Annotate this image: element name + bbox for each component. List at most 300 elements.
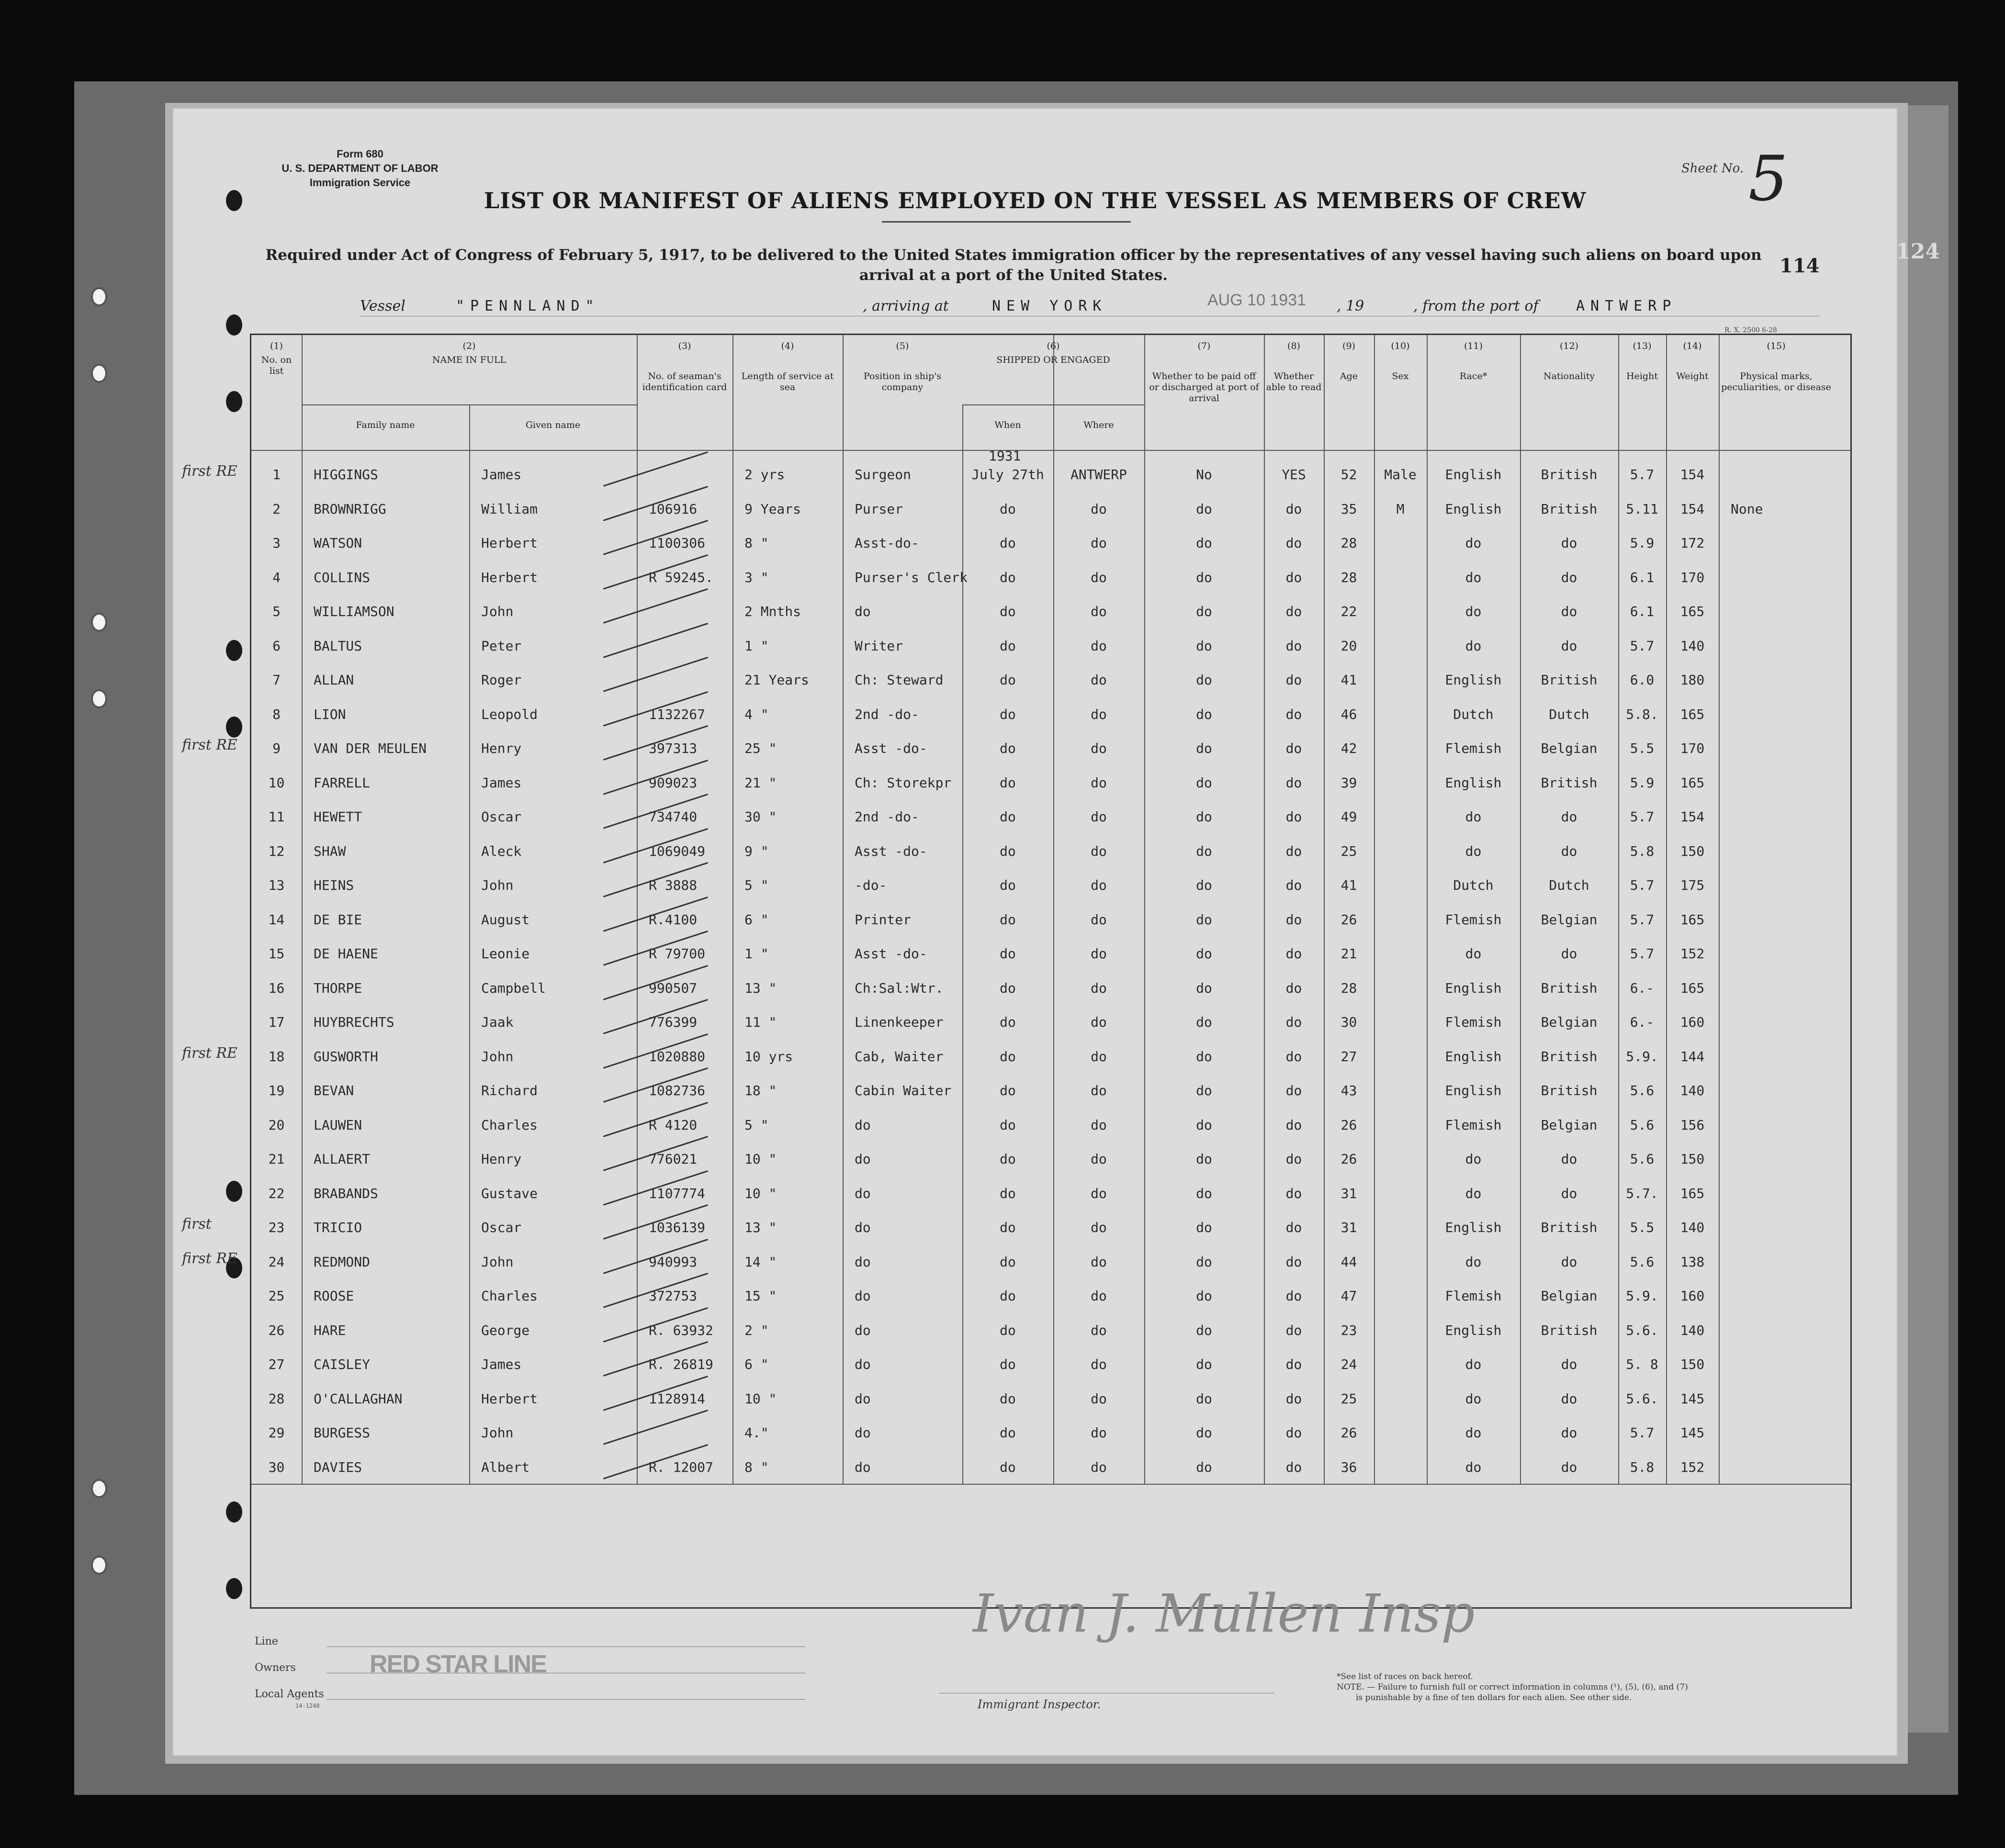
cell-service: 8 " [744, 1459, 769, 1475]
cell-height: 5.7 [1630, 877, 1655, 893]
cell-nationality: British [1541, 1083, 1598, 1098]
cell-weight: 180 [1680, 672, 1705, 688]
cell-height: 5.7 [1630, 809, 1655, 825]
cell-age: 24 [1340, 1356, 1357, 1372]
cell-height: 6.1 [1630, 604, 1655, 619]
cell-no: 16 [268, 980, 285, 996]
cell-no: 9 [272, 740, 281, 756]
cell-when: do [1000, 877, 1016, 893]
agents-label: Local Agents [255, 1688, 324, 1700]
cell-race: do [1465, 1185, 1482, 1201]
cell-family: HEINS [314, 877, 354, 893]
cell-card: 1020880 [649, 1048, 706, 1064]
table-row [251, 1322, 1850, 1357]
cell-weight: 165 [1680, 604, 1705, 619]
cell-where: do [1091, 1014, 1107, 1030]
cell-when: do [1000, 1254, 1016, 1270]
cell-position: 2nd -do- [855, 809, 919, 825]
column-number: (8) [1287, 341, 1300, 351]
cell-service: 18 " [744, 1083, 777, 1098]
cell-given: Albert [481, 1459, 530, 1475]
cell-race: English [1445, 1048, 1502, 1064]
cell-read: do [1285, 1254, 1302, 1270]
cell-service: 2 Mnths [744, 604, 801, 619]
cell-paid: do [1196, 604, 1212, 619]
cell-age: 21 [1340, 946, 1357, 962]
cell-where: do [1091, 980, 1107, 996]
cell-nationality: Belgian [1541, 911, 1598, 928]
cell-family: ROOSE [314, 1288, 354, 1304]
form-number: Form 680 [337, 148, 383, 160]
cell-where: do [1091, 911, 1107, 928]
margin-annotation: first RE [182, 737, 237, 753]
column-header-c14 [1668, 341, 1717, 382]
cell-no: 29 [268, 1425, 285, 1441]
cell-when: July 27th [971, 467, 1044, 482]
cell-read: do [1285, 946, 1302, 962]
cell-height: 6.- [1630, 980, 1655, 996]
cell-paid: do [1196, 1322, 1212, 1338]
column-label: Nationality [1543, 371, 1595, 381]
cell-paid: do [1196, 1390, 1212, 1407]
cell-where: do [1091, 1356, 1107, 1372]
table-row [251, 775, 1850, 809]
column-header-c2 [304, 341, 635, 366]
cell-age: 23 [1340, 1322, 1357, 1338]
cell-nationality: British [1541, 1322, 1598, 1338]
cell-sex: Male [1384, 467, 1417, 482]
cell-service: 1 " [744, 638, 769, 654]
cell-card: 1082736 [649, 1083, 706, 1098]
cell-age: 31 [1340, 1185, 1357, 1201]
cell-no: 30 [268, 1459, 285, 1475]
cell-paid: do [1196, 946, 1212, 962]
vessel-name: "PENNLAND" [456, 298, 600, 314]
cell-read: do [1285, 604, 1302, 619]
column-header-c10 [1376, 341, 1425, 382]
cell-service: 2 yrs [744, 467, 785, 482]
cell-service: 10 " [744, 1185, 777, 1201]
cell-nationality: Dutch [1549, 706, 1589, 722]
cell-card: 990507 [649, 980, 698, 996]
cell-no: 20 [268, 1117, 285, 1133]
cell-race: Dutch [1453, 706, 1494, 722]
date-stamp: AUG 10 1931 [1207, 291, 1307, 309]
cell-height: 5.7 [1630, 911, 1655, 928]
cell-service: 13 " [744, 1220, 777, 1235]
column-number: (13) [1633, 341, 1652, 351]
cell-weight: 154 [1680, 501, 1705, 517]
table-row [251, 1356, 1850, 1391]
cell-weight: 160 [1680, 1014, 1705, 1030]
punch-hole [226, 314, 242, 336]
cell-paid: do [1196, 1425, 1212, 1441]
cell-service: 9 " [744, 843, 769, 859]
table-row [251, 570, 1850, 604]
cell-height: 5.5 [1630, 1220, 1655, 1235]
cell-family: CAISLEY [314, 1356, 371, 1372]
cell-paid: do [1196, 1254, 1212, 1270]
binder-hole [91, 1479, 107, 1498]
cell-given: Charles [481, 1117, 538, 1133]
column-header-c4 [734, 341, 841, 393]
cell-height: 5.6. [1626, 1390, 1658, 1407]
cell-where: do [1091, 501, 1107, 517]
cell-family: HIGGINGS [314, 467, 378, 482]
table-row [251, 809, 1850, 843]
cell-height: 5.6 [1630, 1151, 1655, 1167]
punch-hole [226, 640, 242, 661]
cell-height: 5.8 [1630, 1459, 1655, 1475]
cell-given: Herbert [481, 1390, 538, 1407]
cell-read: do [1285, 1356, 1302, 1372]
cell-when: do [1000, 843, 1016, 859]
cell-when: do [1000, 1014, 1016, 1030]
cell-no: 2 [272, 501, 281, 517]
table-row [251, 467, 1850, 501]
cell-height: 5.9 [1630, 535, 1655, 551]
cell-card: 1100306 [649, 535, 706, 551]
cell-where: do [1091, 877, 1107, 893]
cell-paid: do [1196, 1083, 1212, 1098]
column-header-c3 [639, 341, 731, 393]
cell-weight: 165 [1680, 706, 1705, 722]
cell-family: BALTUS [314, 638, 362, 654]
cell-paid: do [1196, 843, 1212, 859]
cell-height: 5.9. [1626, 1048, 1658, 1064]
cell-paid: do [1196, 809, 1212, 825]
cell-position: Linenkeeper [855, 1014, 944, 1030]
subheader-family-name: Family name [356, 420, 415, 430]
cell-given: James [481, 467, 522, 482]
cell-when: do [1000, 604, 1016, 619]
cell-position: Printer [855, 911, 912, 928]
cell-weight: 172 [1680, 535, 1705, 551]
cell-no: 26 [268, 1322, 285, 1338]
cell-paid: do [1196, 1048, 1212, 1064]
cell-when: do [1000, 672, 1016, 688]
arriving-label: , arriving at [863, 298, 949, 314]
punch-hole [226, 1578, 242, 1599]
punch-hole [226, 391, 242, 412]
cell-where: ANTWERP [1070, 467, 1127, 482]
cell-read: do [1285, 1185, 1302, 1201]
cell-race: Flemish [1445, 1117, 1502, 1133]
cell-given: Aleck [481, 843, 522, 859]
table-row [251, 740, 1850, 775]
cell-race: Flemish [1445, 740, 1502, 756]
column-label: Physical marks, peculiarities, or disease [1721, 371, 1831, 392]
cell-read: do [1285, 1390, 1302, 1407]
cell-given: Gustave [481, 1185, 538, 1201]
owners-label: Owners [255, 1662, 296, 1674]
cell-when: do [1000, 638, 1016, 654]
cell-position: Ch:Sal:Wtr. [855, 980, 944, 996]
cell-read: do [1285, 1048, 1302, 1064]
cell-height: 5.7 [1630, 946, 1655, 962]
cell-given: Leopold [481, 706, 538, 722]
cell-race: English [1445, 501, 1502, 517]
cell-no: 14 [268, 911, 285, 928]
cell-age: 46 [1340, 706, 1357, 722]
cell-given: William [481, 501, 538, 517]
table-row [251, 980, 1850, 1015]
cell-service: 11 " [744, 1014, 777, 1030]
cell-family: BROWNRIGG [314, 501, 386, 517]
cell-read: do [1285, 1288, 1302, 1304]
header-bottom-rule [251, 450, 1850, 451]
column-number: (12) [1559, 341, 1578, 351]
cell-nationality: British [1541, 672, 1598, 688]
inspector-signature: Ivan J. Mullen Insp [973, 1583, 1475, 1644]
cell-family: DE BIE [314, 911, 362, 928]
cell-age: 39 [1340, 774, 1357, 791]
margin-annotation: first [182, 1216, 212, 1232]
binder-hole [91, 287, 107, 306]
cell-card: 1069049 [649, 843, 706, 859]
cell-paid: do [1196, 535, 1212, 551]
cell-no: 5 [272, 604, 281, 619]
cell-position: do [855, 1254, 871, 1270]
inspector-label: Immigrant Inspector. [978, 1698, 1101, 1711]
column-number: (1) [270, 341, 283, 351]
cell-service: 5 " [744, 877, 769, 893]
cell-race: do [1465, 535, 1482, 551]
cell-family: HARE [314, 1322, 346, 1338]
table-row [251, 672, 1850, 706]
cell-given: Henry [481, 740, 522, 756]
cell-nationality: do [1561, 1356, 1577, 1372]
binder-hole [91, 364, 107, 383]
cell-given: Herbert [481, 535, 538, 551]
cell-where: do [1091, 1459, 1107, 1475]
cell-no: 8 [272, 706, 281, 722]
column-label: NAME IN FULL [432, 355, 507, 365]
table-row [251, 1220, 1850, 1254]
stamped-page-number: 114 [1780, 255, 1820, 277]
cell-no: 13 [268, 877, 285, 893]
cell-position: Purser's Clerk [855, 569, 968, 585]
cell-where: do [1091, 1390, 1107, 1407]
cell-nationality: do [1561, 1185, 1577, 1201]
cell-no: 1 [272, 467, 281, 482]
cell-position: Ch: Steward [855, 672, 944, 688]
cell-race: English [1445, 1220, 1502, 1235]
cell-race: English [1445, 1322, 1502, 1338]
cell-given: Charles [481, 1288, 538, 1304]
column-header-c12 [1522, 341, 1616, 382]
column-number: (7) [1197, 341, 1211, 351]
margin-annotation: first RE [182, 1044, 237, 1062]
cell-service: 6 " [744, 911, 769, 928]
cell-service: 10 " [744, 1390, 777, 1407]
cell-read: do [1285, 980, 1302, 996]
cell-when: do [1000, 1151, 1016, 1167]
cell-no: 18 [268, 1048, 285, 1064]
cell-where: do [1091, 1288, 1107, 1304]
table-row [251, 1014, 1850, 1049]
cell-paid: do [1196, 1356, 1212, 1372]
cell-read: do [1285, 1220, 1302, 1235]
cell-position: Asst -do- [855, 843, 927, 859]
cell-service: 30 " [744, 809, 777, 825]
cell-where: do [1091, 569, 1107, 585]
cell-when: do [1000, 1425, 1016, 1441]
cell-weight: 170 [1680, 740, 1705, 756]
binder-hole [91, 613, 107, 632]
cell-family: HEWETT [314, 809, 362, 825]
cell-read: do [1285, 1117, 1302, 1133]
table-row [251, 638, 1850, 672]
cell-card: 1107774 [649, 1185, 706, 1201]
cell-age: 26 [1340, 1151, 1357, 1167]
cell-nationality: do [1561, 1425, 1577, 1441]
cell-position: -do- [855, 877, 887, 893]
cell-position: do [855, 1425, 871, 1441]
cell-read: do [1285, 535, 1302, 551]
cell-card: 1036139 [649, 1220, 706, 1235]
cell-card: 397313 [649, 740, 698, 756]
table-row [251, 877, 1850, 912]
column-number: (9) [1342, 341, 1355, 351]
cell-age: 26 [1340, 1117, 1357, 1133]
cell-where: do [1091, 535, 1107, 551]
year-label: , 19 [1337, 298, 1364, 314]
cell-race: do [1465, 638, 1482, 654]
cell-read: do [1285, 877, 1302, 893]
column-header-c5 [845, 341, 960, 393]
cell-no: 24 [268, 1254, 285, 1270]
cell-card: 776021 [649, 1151, 698, 1167]
table-row [251, 501, 1850, 536]
form-small-code: 14-1240 [295, 1702, 320, 1709]
cell-when: do [1000, 1390, 1016, 1407]
cell-family: ALLAN [314, 672, 354, 688]
cell-nationality: do [1561, 535, 1577, 551]
title-underline [882, 221, 1131, 223]
table-row [251, 843, 1850, 878]
cell-nationality: do [1561, 604, 1577, 619]
cell-where: do [1091, 604, 1107, 619]
line-rule [327, 1646, 805, 1647]
cell-paid: do [1196, 1151, 1212, 1167]
column-number: (10) [1391, 341, 1410, 351]
cell-height: 5.6 [1630, 1254, 1655, 1270]
cell-read: do [1285, 809, 1302, 825]
cell-paid: do [1196, 569, 1212, 585]
cell-age: 28 [1340, 569, 1357, 585]
footer-notes [1337, 1671, 1863, 1703]
table-row [251, 1151, 1850, 1186]
cell-card: R. 26819 [649, 1356, 713, 1372]
form-code: R. X. 2500 6-28 [1724, 326, 1777, 334]
cell-race: do [1465, 1459, 1482, 1475]
cell-position: Asst -do- [855, 946, 927, 962]
column-header-c13 [1620, 341, 1664, 382]
subtitle-line-2: arrival at a port of the United States. [859, 267, 1168, 284]
cell-given: Henry [481, 1151, 522, 1167]
crew-manifest-table [182, 334, 1852, 1609]
column-label: SHIPPED OR ENGAGED [996, 355, 1110, 365]
cell-race: English [1445, 980, 1502, 996]
subheader-given-name: Given name [525, 420, 581, 430]
cell-given: Oscar [481, 809, 522, 825]
cell-family: VAN DER MEULEN [314, 740, 427, 756]
cell-when: do [1000, 740, 1016, 756]
table-row [251, 1049, 1850, 1083]
cell-given: Leonie [481, 946, 530, 962]
cell-family: ALLAERT [314, 1151, 371, 1167]
cell-when: do [1000, 1288, 1016, 1304]
cell-position: Cabin Waiter [855, 1083, 952, 1098]
cell-race: English [1445, 672, 1502, 688]
cell-nationality: Belgian [1541, 740, 1598, 756]
from-port: ANTWERP [1576, 298, 1677, 314]
cell-family: WATSON [314, 535, 362, 551]
cell-family: BRABANDS [314, 1185, 378, 1201]
year-written: 1931 [989, 448, 1021, 464]
cell-service: 3 " [744, 569, 769, 585]
cell-nationality: do [1561, 1254, 1577, 1270]
table-row [251, 1117, 1850, 1152]
cell-given: August [481, 911, 530, 928]
cell-no: 19 [268, 1083, 285, 1098]
cell-paid: do [1196, 1288, 1212, 1304]
cell-no: 27 [268, 1356, 285, 1372]
cell-nationality: do [1561, 638, 1577, 654]
cell-height: 6.0 [1630, 672, 1655, 688]
cell-when: do [1000, 1459, 1016, 1475]
cell-position: Ch: Storekpr [855, 774, 952, 791]
cell-age: 41 [1340, 672, 1357, 688]
cell-height: 6.1 [1630, 569, 1655, 585]
cell-card: R 59245. [649, 569, 713, 585]
cell-age: 30 [1340, 1014, 1357, 1030]
cell-height: 5.7. [1626, 1185, 1658, 1201]
cell-service: 1 " [744, 946, 769, 962]
column-label: Length of service at sea [741, 371, 834, 392]
column-label: Position in ship's company [863, 371, 942, 392]
cell-weight: 165 [1680, 1185, 1705, 1201]
cell-age: 43 [1340, 1083, 1357, 1098]
cell-service: 6 " [744, 1356, 769, 1372]
cell-when: do [1000, 706, 1016, 722]
table-row [251, 1186, 1850, 1220]
cell-weight: 154 [1680, 467, 1705, 482]
cell-where: do [1091, 1151, 1107, 1167]
cell-family: DE HAENE [314, 946, 378, 962]
cell-read: do [1285, 1014, 1302, 1030]
cell-family: BURGESS [314, 1425, 371, 1441]
sheet-number: 5 [1748, 142, 1788, 215]
cell-read: do [1285, 638, 1302, 654]
cell-age: 41 [1340, 877, 1357, 893]
cell-race: do [1465, 809, 1482, 825]
column-number: (3) [678, 341, 691, 351]
column-label: Age [1340, 371, 1358, 381]
column-number: (11) [1464, 341, 1483, 351]
cell-card: 1128914 [649, 1390, 706, 1407]
cell-paid: do [1196, 672, 1212, 688]
cell-service: 4." [744, 1425, 769, 1441]
cell-card: R. 63932 [649, 1322, 713, 1338]
cell-position: do [855, 1185, 871, 1201]
cell-when: do [1000, 946, 1016, 962]
cell-when: do [1000, 980, 1016, 996]
cell-read: do [1285, 1322, 1302, 1338]
cell-when: do [1000, 1185, 1016, 1201]
cell-weight: 165 [1680, 911, 1705, 928]
